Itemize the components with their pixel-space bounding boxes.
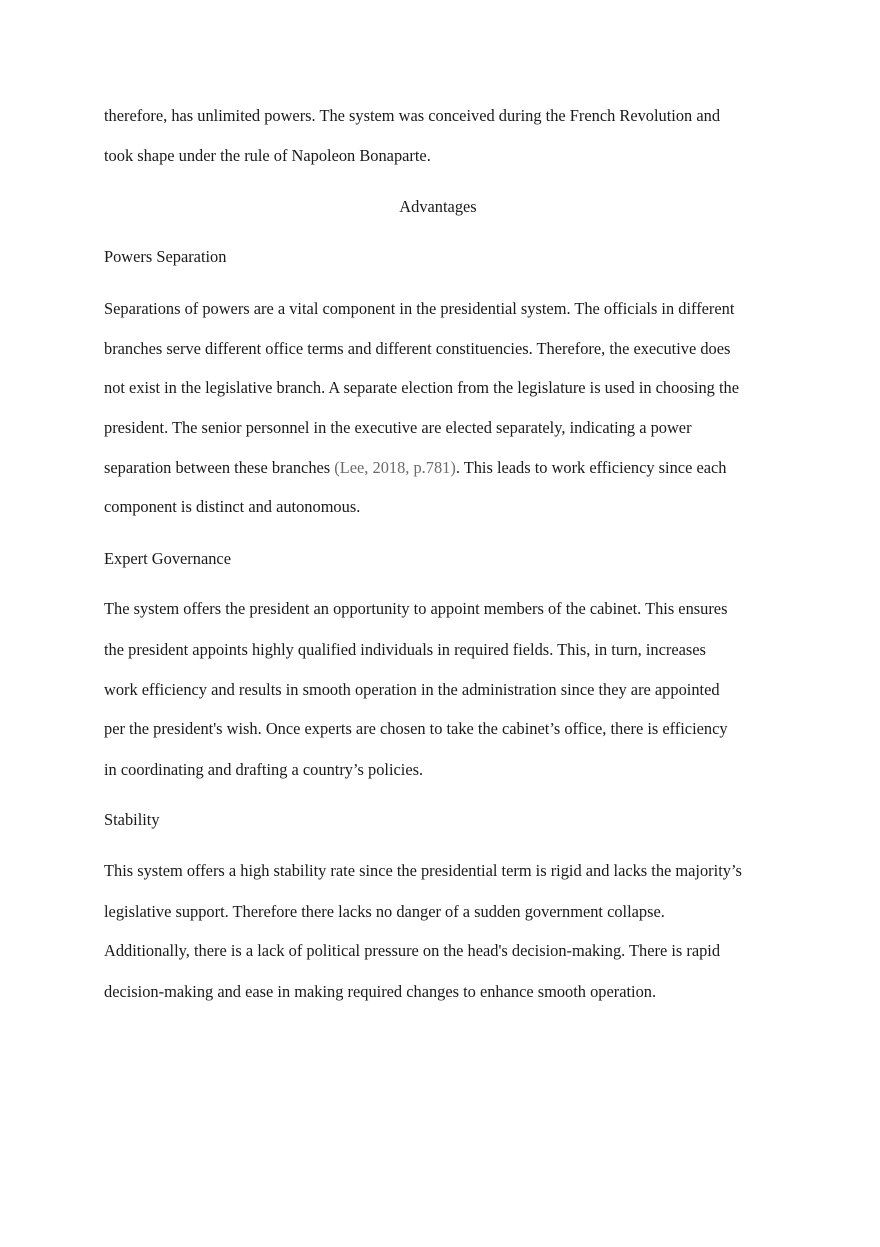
powers-separation-line-3: not exist in the legislative branch. A separate election from the legislature is used in choosing the — [104, 378, 739, 397]
section-heading-advantages: Advantages — [399, 197, 477, 216]
citation-line-before: separation between these branches — [104, 458, 335, 477]
stability-line-2: legislative support. Therefore there lacks no danger of a sudden government collapse. — [104, 902, 665, 921]
subsection-heading-powers-separation: Powers Separation — [104, 247, 227, 266]
powers-separation-line-5 — [104, 458, 726, 478]
powers-separation-line-6: component is distinct and autonomous. — [104, 497, 361, 516]
expert-governance-line-5: in coordinating and drafting a country’s policies. — [104, 760, 424, 779]
expert-governance-line-4: per the president's wish. Once experts are chosen to take the cabinet’s office, there is efficiency — [104, 719, 728, 738]
expert-governance-line-3: work efficiency and results in smooth operation in the administration since they are appointed — [104, 680, 720, 699]
subsection-heading-stability: Stability — [104, 810, 160, 829]
citation-line-after: . This leads to work efficiency since each — [455, 458, 727, 477]
powers-separation-line-2: branches serve different office terms and different constituencies. Therefore, the executive does — [104, 339, 731, 358]
expert-governance-line-2: the president appoints highly qualified individuals in required fields. This, in turn, increases — [104, 640, 706, 659]
stability-line-1: This system offers a high stability rate since the presidential term is rigid and lacks the majority’s — [104, 861, 742, 880]
stability-line-3: Additionally, there is a lack of political pressure on the head's decision-making. There is rapid — [104, 941, 721, 960]
subsection-heading-expert-governance: Expert Governance — [104, 549, 231, 568]
intro-line-1: therefore, has unlimited powers. The system was conceived during the French Revolution and — [104, 106, 721, 125]
expert-governance-line-1: The system offers the president an opportunity to appoint members of the cabinet. This ensures — [104, 599, 728, 618]
powers-separation-line-4: president. The senior personnel in the executive are elected separately, indicating a power — [104, 418, 692, 437]
stability-line-4: decision-making and ease in making required changes to enhance smooth operation. — [104, 982, 657, 1001]
citation-lee-2018: (Lee, 2018, p.781) — [334, 458, 456, 477]
intro-line-2: took shape under the rule of Napoleon Bonaparte. — [104, 146, 431, 165]
powers-separation-line-1: Separations of powers are a vital component in the presidential system. The officials in different — [104, 299, 735, 318]
